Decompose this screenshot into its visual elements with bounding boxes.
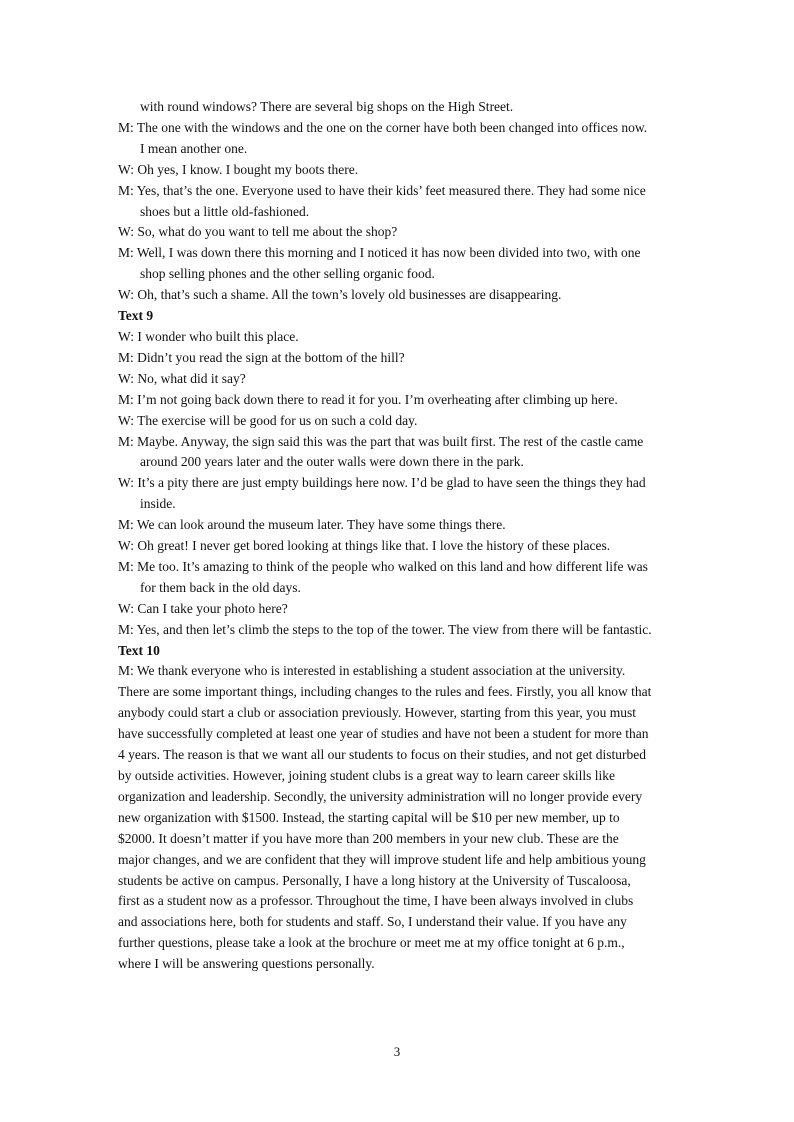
text-line: M: The one with the windows and the one on the corner have both been changed into offices now. <box>118 119 648 135</box>
text-line: have successfully completed at least one year of studies and have not been a student for more than <box>118 726 649 742</box>
text-line: further questions, please take a look at the brochure or meet me at my office tonight at 6 p.m., <box>118 935 625 951</box>
text-line: M: Me too. It’s amazing to think of the people who walked on this land and how different life was <box>118 558 648 574</box>
text-line: 4 years. The reason is that we want all our students to focus on their studies, and not get disturbed <box>118 747 647 763</box>
text-line: I mean another one. <box>140 140 248 156</box>
text-line: by outside activities. However, joining student clubs is a great way to learn career skills like <box>118 768 615 783</box>
transcript-body <box>118 97 684 975</box>
text-line: for them back in the old days. <box>140 579 301 595</box>
text-line: shoes but a little old-fashioned. <box>140 203 310 219</box>
text-line: where I will be answering questions personally. <box>118 956 375 972</box>
page-number: 3 <box>393 1044 401 1059</box>
text-line: M: Yes, and then let’s climb the steps to the top of the tower. The view from there will be fantastic. <box>118 621 652 637</box>
text-line: inside. <box>140 496 176 512</box>
section-heading: Text 9 <box>118 308 154 324</box>
text-line: students be active on campus. Personally, I have a long history at the University of Tuscaloosa, <box>118 872 631 888</box>
text-line: W: It’s a pity there are just empty buildings here now. I’d be glad to have seen the things they had <box>118 475 646 491</box>
section-heading: Text 10 <box>118 642 160 658</box>
text-line: first as a student now as a professor. Throughout the time, I have been always involved in clubs <box>118 893 634 909</box>
text-line: W: I wonder who built this place. <box>118 328 299 344</box>
text-line: $2000. It doesn’t matter if you have more than 200 members in your new club. These are the <box>118 830 619 846</box>
text-line: M: We can look around the museum later. They have some things there. <box>118 517 506 533</box>
text-line: W: So, what do you want to tell me about the shop? <box>118 224 398 240</box>
text-line: new organization with $1500. Instead, the starting capital will be $10 per new member, up to <box>118 809 620 825</box>
text-line: around 200 years later and the outer walls were down there in the park. <box>140 454 524 470</box>
text-line: W: Oh great! I never get bored looking at things like that. I love the history of these places. <box>118 538 611 554</box>
text-line: anybody could start a club or association previously. However, starting from this year, you must <box>118 705 637 721</box>
text-line: organization and leadership. Secondly, the university administration will no longer provide every <box>118 788 643 804</box>
text-line: M: I’m not going back down there to read it for you. I’m overheating after climbing up here. <box>118 391 618 407</box>
text-line: M: Didn’t you read the sign at the bottom of the hill? <box>118 349 405 365</box>
text-line: with round windows? There are several big shops on the High Street. <box>140 99 514 114</box>
text-line: shop selling phones and the other selling organic food. <box>140 266 435 282</box>
text-line: major changes, and we are confident that they will improve student life and help ambitious young <box>118 851 646 867</box>
text-line: W: Can I take your photo here? <box>118 600 288 616</box>
text-line: M: We thank everyone who is interested in establishing a student association at the university. <box>118 663 626 679</box>
text-line: M: Yes, that’s the one. Everyone used to have their kids’ feet measured there. They had some nice <box>118 182 646 198</box>
text-line: W: Oh yes, I know. I bought my boots there. <box>118 161 359 177</box>
text-line: There are some important things, including changes to the rules and fees. Firstly, you all know that <box>118 684 652 700</box>
text-line: M: Maybe. Anyway, the sign said this was the part that was built first. The rest of the castle came <box>118 433 644 449</box>
text-line: M: Well, I was down there this morning and I noticed it has now been divided into two, with one <box>118 245 641 261</box>
text-line: W: No, what did it say? <box>118 370 246 386</box>
text-line: W: The exercise will be good for us on such a cold day. <box>118 412 418 428</box>
text-line: and associations here, both for students and staff. So, I understand their value. If you have any <box>118 914 627 930</box>
text-line: W: Oh, that’s such a shame. All the town’s lovely old businesses are disappearing. <box>118 287 562 303</box>
